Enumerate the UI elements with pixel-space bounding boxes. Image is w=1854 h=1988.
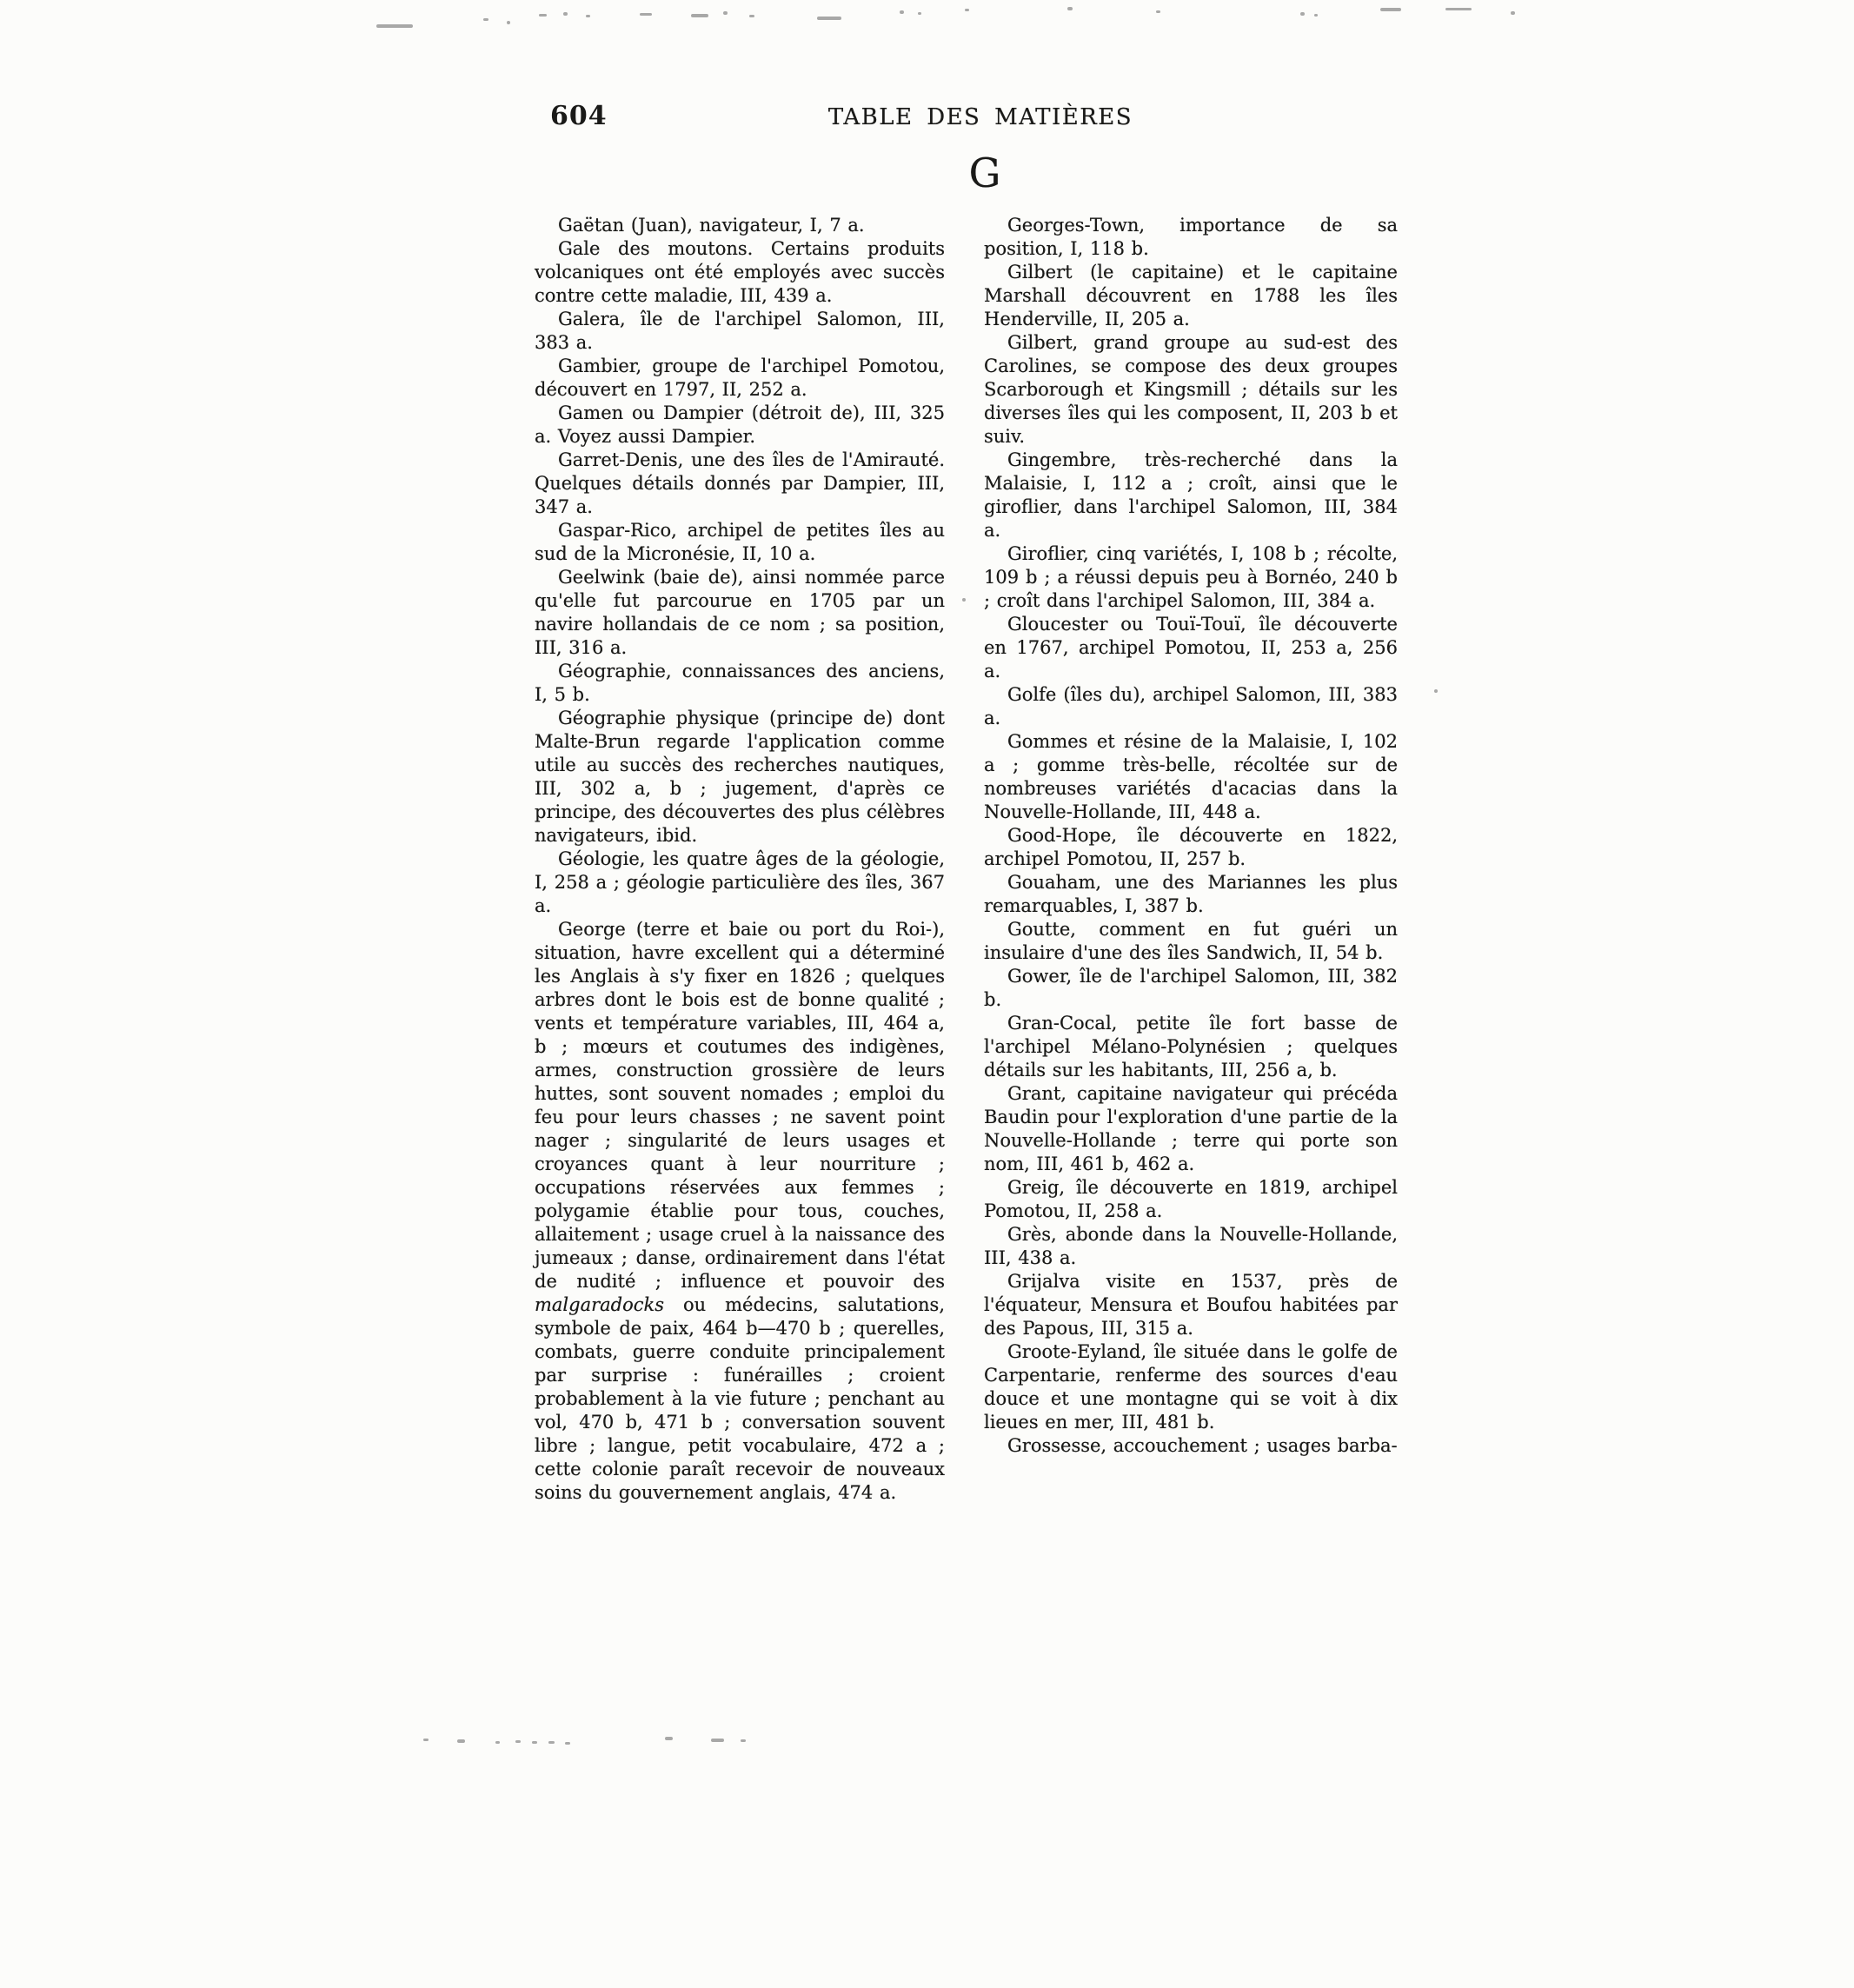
index-entry: [535, 308, 945, 355]
index-entry: [535, 402, 945, 449]
entry-text: Grant, capitaine navigateur qui précéda Baudin pour l'exploration d'une partie de la Nouvelle-Hollande ; terre qui porte son nom, III, 461 b, 462 a.: [984, 1083, 1398, 1174]
index-entry: [984, 1012, 1398, 1082]
entry-text: Géologie, les quatre âges de la géologie, I, 258 a ; géologie particulière des îles, 367 a.: [535, 848, 945, 916]
scan-artifact: [1434, 689, 1438, 693]
entry-text: Georges-Town, importance de sa position, I, 118 b.: [984, 215, 1398, 259]
entry-text: Grès, abonde dans la Nouvelle-Hollande, III, 438 a.: [984, 1224, 1398, 1268]
index-entry: [984, 613, 1398, 683]
index-entry: [984, 331, 1398, 449]
index-entry: [535, 566, 945, 660]
entry-text: Geelwink (baie de), ainsi nommée parce qu'elle fut parcourue en 1705 par un navire hollandais de ce nom ; sa position, III, 316 a.: [535, 567, 945, 658]
index-entry: [535, 660, 945, 707]
entry-text: Gower, île de l'archipel Salomon, III, 382 b.: [984, 966, 1398, 1010]
index-entry: [984, 918, 1398, 965]
index-entry: [984, 542, 1398, 613]
entry-text: Géographie, connaissances des anciens, I, 5 b.: [535, 661, 945, 705]
scan-artifact: [1156, 10, 1160, 13]
running-title: TABLE DES MATIÈRES: [827, 104, 1133, 130]
entry-text: Goutte, comment en fut guéri un insulaire d'une des îles Sandwich, II, 54 b.: [984, 919, 1398, 963]
scan-artifact: [1445, 8, 1472, 10]
entry-text: Gingembre, très-recherché dans la Malaisie, I, 112 a ; croît, ainsi que le giroflier, dans l'archipel Salomon, III, 384 a.: [984, 449, 1398, 541]
index-entry: [984, 730, 1398, 824]
scan-artifact: [900, 10, 904, 14]
entry-text: ou médecins, salutations, symbole de paix, 464 b—470 b ; querelles, combats, guerre conduite principalement par surprise : funérailles ; croient probablement à la vie future ; penchant au vol, 470 b, 471 b ; conversation souvent libre ; langue, petit vocabulaire, 472 a ; cette colonie paraît recevoir de nouveaux soins du gouvernement anglais, 474 a.: [535, 1294, 945, 1503]
index-entry: [535, 848, 945, 918]
scan-artifact: [918, 12, 921, 15]
scan-artifact: [965, 9, 969, 11]
index-entry: [984, 871, 1398, 918]
entry-text: Gommes et résine de la Malaisie, I, 102 a ; gomme très-belle, récoltée sur de nombreuses variétés d'acacias dans la Nouvelle-Hollande, III, 448 a.: [984, 731, 1398, 822]
scan-artifact: [665, 1737, 673, 1740]
index-entry: [984, 214, 1398, 261]
entry-text: Gaëtan (Juan), navigateur, I, 7 a.: [558, 215, 865, 236]
entry-text: Golfe (îles du), archipel Salomon, III, 383 a.: [984, 684, 1398, 728]
entry-text: Gale des moutons. Certains produits volcaniques ont été employés avec succès contre cette maladie, III, 439 a.: [535, 238, 945, 306]
index-column-right: [984, 214, 1398, 1505]
scan-artifact: [691, 14, 708, 17]
entry-text: Grijalva visite en 1537, près de l'équateur, Mensura et Boufou habitées par des Papous, III, 315 a.: [984, 1271, 1398, 1339]
index-entry: [984, 683, 1398, 730]
scan-artifact: [1380, 8, 1401, 11]
scan-artifact: [515, 1740, 521, 1743]
page-number: 604: [550, 101, 608, 131]
index-entry: [535, 214, 945, 237]
scan-artifact: [507, 21, 510, 24]
entry-text: Gaspar-Rico, archipel de petites îles au sud de la Micronésie, II, 10 a.: [535, 520, 945, 564]
scan-artifact: [532, 1741, 537, 1744]
index-entry: [535, 355, 945, 402]
scan-artifact: [495, 1741, 500, 1744]
scan-artifact: [640, 13, 652, 16]
entry-text: Garret-Denis, une des îles de l'Amirauté. Quelques détails donnés par Dampier, III, 347 a.: [535, 449, 945, 517]
scan-artifact: [539, 14, 547, 17]
entry-text: Greig, île découverte en 1819, archipel Pomotou, II, 258 a.: [984, 1177, 1398, 1221]
scan-artifact: [741, 1739, 746, 1742]
entry-text: Géographie physique (principe de) dont Malte-Brun regarde l'application comme utile au succès des recherches nautiques, III, 302 a, b ; jugement, d'après ce principe, des découvertes des plus célèbres navigateurs, ibid.: [535, 708, 945, 846]
entry-text: George (terre et baie ou port du Roi-), situation, havre excellent qui a déterminé les Anglais à s'y fixer en 1826 ; quelques arbres dont le bois est de bonne qualité ; vents et température variables, III, 464 a, b ; mœurs et coutumes des indigènes, armes, construction grossière de leurs huttes, sont souvent nomades ; emploi du feu pour leurs chasses ; ne savent point nager ; singularité de leurs usages et croyances quant à leur nourriture ; occupations réservées aux femmes ; polygamie établie pour tous, couches, allaitement ; usage cruel à la naissance des jumeaux ; danse, ordinairement dans l'état de nudité ; influence et pouvoir des: [535, 919, 945, 1292]
index-entry: [984, 261, 1398, 331]
scan-artifact: [723, 11, 728, 15]
entry-text: Groote-Eyland, île située dans le golfe de Carpentarie, renferme des sources d'eau douce et une montagne qui se voit à dix lieues en mer, III, 481 b.: [984, 1341, 1398, 1433]
scan-artifact: [1300, 12, 1305, 16]
scan-artifact: [565, 1742, 570, 1745]
index-entry: [984, 1176, 1398, 1223]
index-entry: [984, 1270, 1398, 1340]
index-entry: [984, 1223, 1398, 1270]
index-entry: [984, 449, 1398, 542]
entry-text: Gloucester ou Touï-Touï, île découverte en 1767, archipel Pomotou, II, 253 a, 256 a.: [984, 614, 1398, 682]
scan-artifact: [563, 12, 568, 16]
entry-text: Gran-Cocal, petite île fort basse de l'archipel Mélano-Polynésien ; quelques détails sur les habitants, III, 256 a, b.: [984, 1013, 1398, 1080]
scan-artifact: [1314, 14, 1318, 17]
index-entry: [984, 824, 1398, 871]
section-letter: G: [968, 150, 1001, 196]
scan-artifact: [711, 1739, 724, 1742]
entry-text: Gilbert (le capitaine) et le capitaine Marshall découvrent en 1788 les îles Henderville, II, 205 a.: [984, 262, 1398, 329]
entry-text: Gilbert, grand groupe au sud-est des Carolines, se compose des deux groupes Scarborough et Kingsmill ; détails sur les diverses îles qui les composent, II, 203 b et suiv.: [984, 332, 1398, 447]
entry-text-italic: malgaradocks: [535, 1294, 665, 1315]
scan-artifact: [1067, 7, 1073, 10]
entry-text: Gamen ou Dampier (détroit de), III, 325 a. Voyez aussi Dampier.: [535, 402, 945, 447]
scan-artifact: [483, 18, 488, 21]
index-entry: [535, 519, 945, 566]
scan-artifact: [1511, 11, 1515, 15]
scan-artifact: [423, 1739, 429, 1741]
entry-text: Gambier, groupe de l'archipel Pomotou, découvert en 1797, II, 252 a.: [535, 356, 945, 400]
index-entry: [984, 1340, 1398, 1434]
entry-text: Giroflier, cinq variétés, I, 108 b ; récolte, 109 b ; a réussi depuis peu à Bornéo, 240 b ; croît dans l'archipel Salomon, III, 384 a.: [984, 543, 1398, 611]
entry-text: Grossesse, accouchement ; usages barba-: [1007, 1435, 1398, 1456]
scan-artifact: [586, 15, 590, 17]
scan-artifact: [817, 17, 841, 20]
scan-artifact: [376, 24, 413, 28]
scan-artifact: [548, 1741, 555, 1744]
index-body: [535, 214, 1398, 1505]
scan-artifact: [749, 15, 754, 17]
index-entry: [535, 918, 945, 1505]
index-entry: [535, 237, 945, 308]
scan-artifact: [457, 1739, 465, 1743]
index-entry: [984, 1082, 1398, 1176]
entry-text: Gouaham, une des Mariannes les plus remarquables, I, 387 b.: [984, 872, 1398, 916]
index-entry: [535, 707, 945, 848]
index-column-left: [535, 214, 945, 1505]
entry-text: Galera, île de l'archipel Salomon, III, 383 a.: [535, 309, 945, 353]
index-entry: [984, 1434, 1398, 1458]
entry-text: Good-Hope, île découverte en 1822, archipel Pomotou, II, 257 b.: [984, 825, 1398, 869]
index-entry: [984, 965, 1398, 1012]
index-entry: [535, 449, 945, 519]
